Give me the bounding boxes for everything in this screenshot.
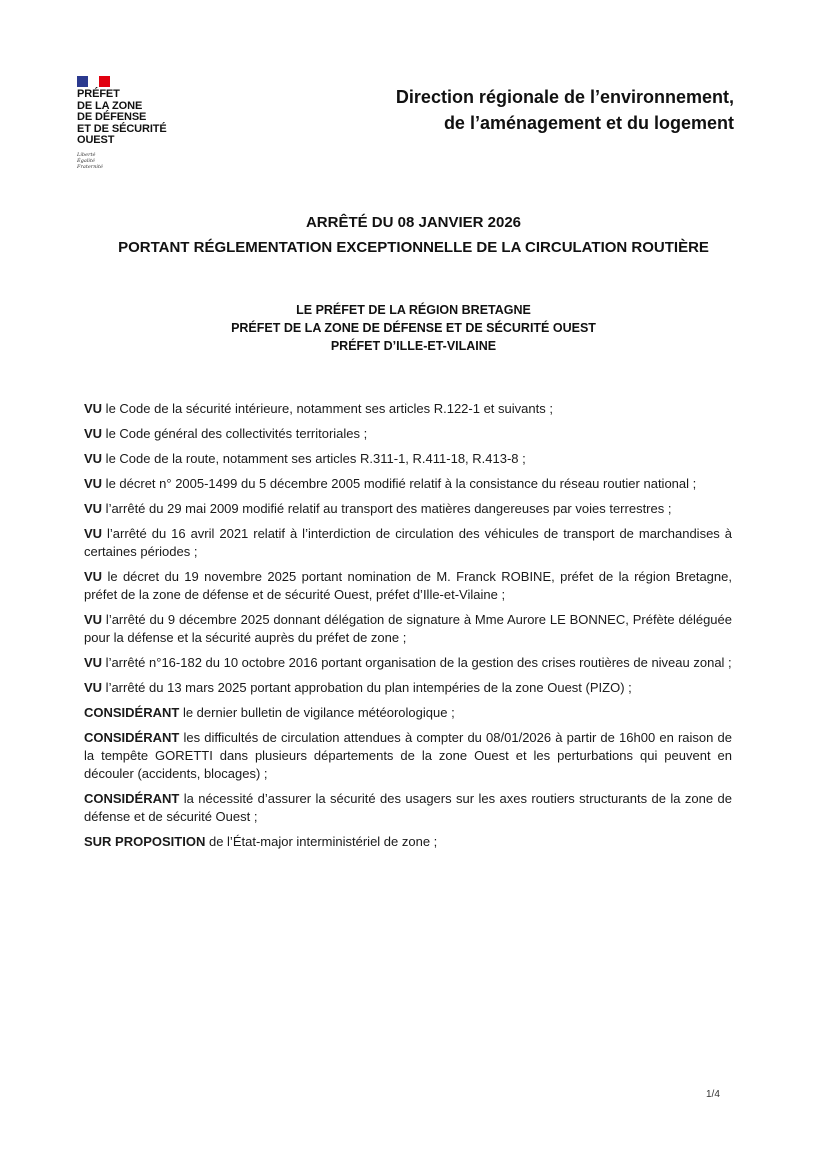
- paragraph-text: les difficultés de circulation attendues à compter du 08/01/2026 à partir de 16h00 en raison de la tempête GORETTI dans plusieurs départements de la zone Ouest et les perturbations qui peuvent en découler (accidents, blocages) ;: [84, 730, 732, 781]
- logo-line: DE LA ZONE: [77, 99, 143, 112]
- visa-paragraph: [84, 568, 732, 604]
- paragraph-text: l’arrêté du 13 mars 2025 portant approbation du plan intempéries de la zone Ouest (PIZO) ;: [102, 680, 632, 695]
- paragraph-text: le Code général des collectivités territoriales ;: [102, 426, 368, 441]
- paragraph-keyword: VU: [84, 569, 103, 584]
- visa-paragraph: [84, 525, 732, 561]
- visa-paragraph: [84, 654, 732, 672]
- motto-line: Fraternité: [77, 163, 103, 170]
- considerant-paragraph: [84, 790, 732, 826]
- paragraph-keyword: CONSIDÉRANT: [84, 730, 180, 745]
- paragraph-keyword: VU: [84, 655, 103, 670]
- paragraph-keyword: CONSIDÉRANT: [84, 705, 180, 720]
- visa-paragraph: [84, 500, 732, 518]
- prefect-line: LE PRÉFET DE LA RÉGION BRETAGNE: [296, 303, 531, 317]
- logo-line: ET DE SÉCURITÉ: [77, 122, 167, 135]
- decree-title: ARRÊTÉ DU 08 JANVIER 2026: [305, 214, 522, 231]
- paragraph-keyword: VU: [84, 451, 103, 466]
- paragraph-text: le Code de la route, notamment ses articles R.311-1, R.411-18, R.413-8 ;: [102, 451, 526, 466]
- visa-paragraph: [84, 425, 732, 443]
- paragraph-text: le Code de la sécurité intérieure, notamment ses articles R.122-1 et suivants ;: [102, 401, 553, 416]
- paragraph-keyword: VU: [84, 426, 103, 441]
- marianne-flag-icon: [77, 76, 110, 87]
- paragraph-text: l’arrêté du 16 avril 2021 relatif à l’interdiction de circulation des véhicules de transport de marchandises à certaines périodes ;: [84, 526, 732, 559]
- paragraph-keyword: VU: [84, 401, 103, 416]
- issuing-direction: [314, 84, 734, 136]
- paragraph-text: l’arrêté du 29 mai 2009 modifié relatif au transport des matières dangereuses par voies terrestres ;: [102, 501, 672, 516]
- proposition-paragraph: [84, 833, 732, 851]
- logo-line: PRÉFET: [77, 88, 120, 100]
- considerant-paragraph: [84, 704, 732, 722]
- paragraph-keyword: VU: [84, 680, 103, 695]
- visa-paragraph: [84, 679, 732, 697]
- decree-body: [84, 400, 732, 858]
- direction-line: Direction régionale de l’environnement,: [395, 87, 734, 107]
- paragraph-text: l’arrêté n°16-182 du 10 octobre 2016 portant organisation de la gestion des crises routières de niveau zonal ;: [102, 655, 732, 670]
- paragraph-keyword: SUR PROPOSITION: [84, 834, 206, 849]
- visa-paragraph: [84, 475, 732, 493]
- paragraph-keyword: VU: [84, 612, 103, 627]
- prefect-block: [0, 301, 827, 355]
- visa-paragraph: [84, 611, 732, 647]
- paragraph-text: le décret du 19 novembre 2025 portant nomination de M. Franck ROBINE, préfet de la région Bretagne, préfet de la zone de défense et de sécurité Ouest, préfet d’Ille-et-Vilaine ;: [84, 569, 732, 602]
- paragraph-text: la nécessité d’assurer la sécurité des usagers sur les axes routiers structurants de la zone de défense et de sécurité Ouest ;: [84, 791, 732, 824]
- prefect-line: PRÉFET DE LA ZONE DE DÉFENSE ET DE SÉCURITÉ OUEST: [231, 321, 596, 335]
- logo-motto: [77, 152, 197, 170]
- paragraph-text: le dernier bulletin de vigilance météorologique ;: [179, 705, 455, 720]
- paragraph-keyword: CONSIDÉRANT: [84, 791, 180, 806]
- prefect-line: PRÉFET D’ILLE-ET-VILAINE: [330, 339, 497, 353]
- paragraph-text: l’arrêté du 9 décembre 2025 donnant délégation de signature à Mme Aurore LE BONNEC, Préfète déléguée pour la défense et la sécurité auprès du préfet de zone ;: [84, 612, 732, 645]
- visa-paragraph: [84, 450, 732, 468]
- paragraph-keyword: VU: [84, 501, 103, 516]
- direction-line: de l’aménagement et du logement: [443, 113, 734, 133]
- logo-text: [77, 89, 197, 147]
- motto-line: Liberté: [77, 151, 96, 158]
- paragraph-text: de l’État-major interministériel de zone ;: [205, 834, 438, 849]
- paragraph-keyword: VU: [84, 476, 103, 491]
- decree-subtitle: PORTANT RÉGLEMENTATION EXCEPTIONNELLE DE LA CIRCULATION ROUTIÈRE: [118, 239, 709, 256]
- prefecture-logo: [77, 76, 197, 170]
- logo-line: DE DÉFENSE: [77, 111, 147, 123]
- considerant-paragraph: [84, 729, 732, 783]
- page-number: 1/4: [706, 1089, 720, 1100]
- logo-line: OUEST: [77, 134, 115, 146]
- paragraph-text: le décret n° 2005-1499 du 5 décembre 2005 modifié relatif à la consistance du réseau routier national ;: [102, 476, 697, 491]
- paragraph-keyword: VU: [84, 526, 103, 541]
- motto-line: Égalité: [77, 157, 95, 164]
- visa-paragraph: [84, 400, 732, 418]
